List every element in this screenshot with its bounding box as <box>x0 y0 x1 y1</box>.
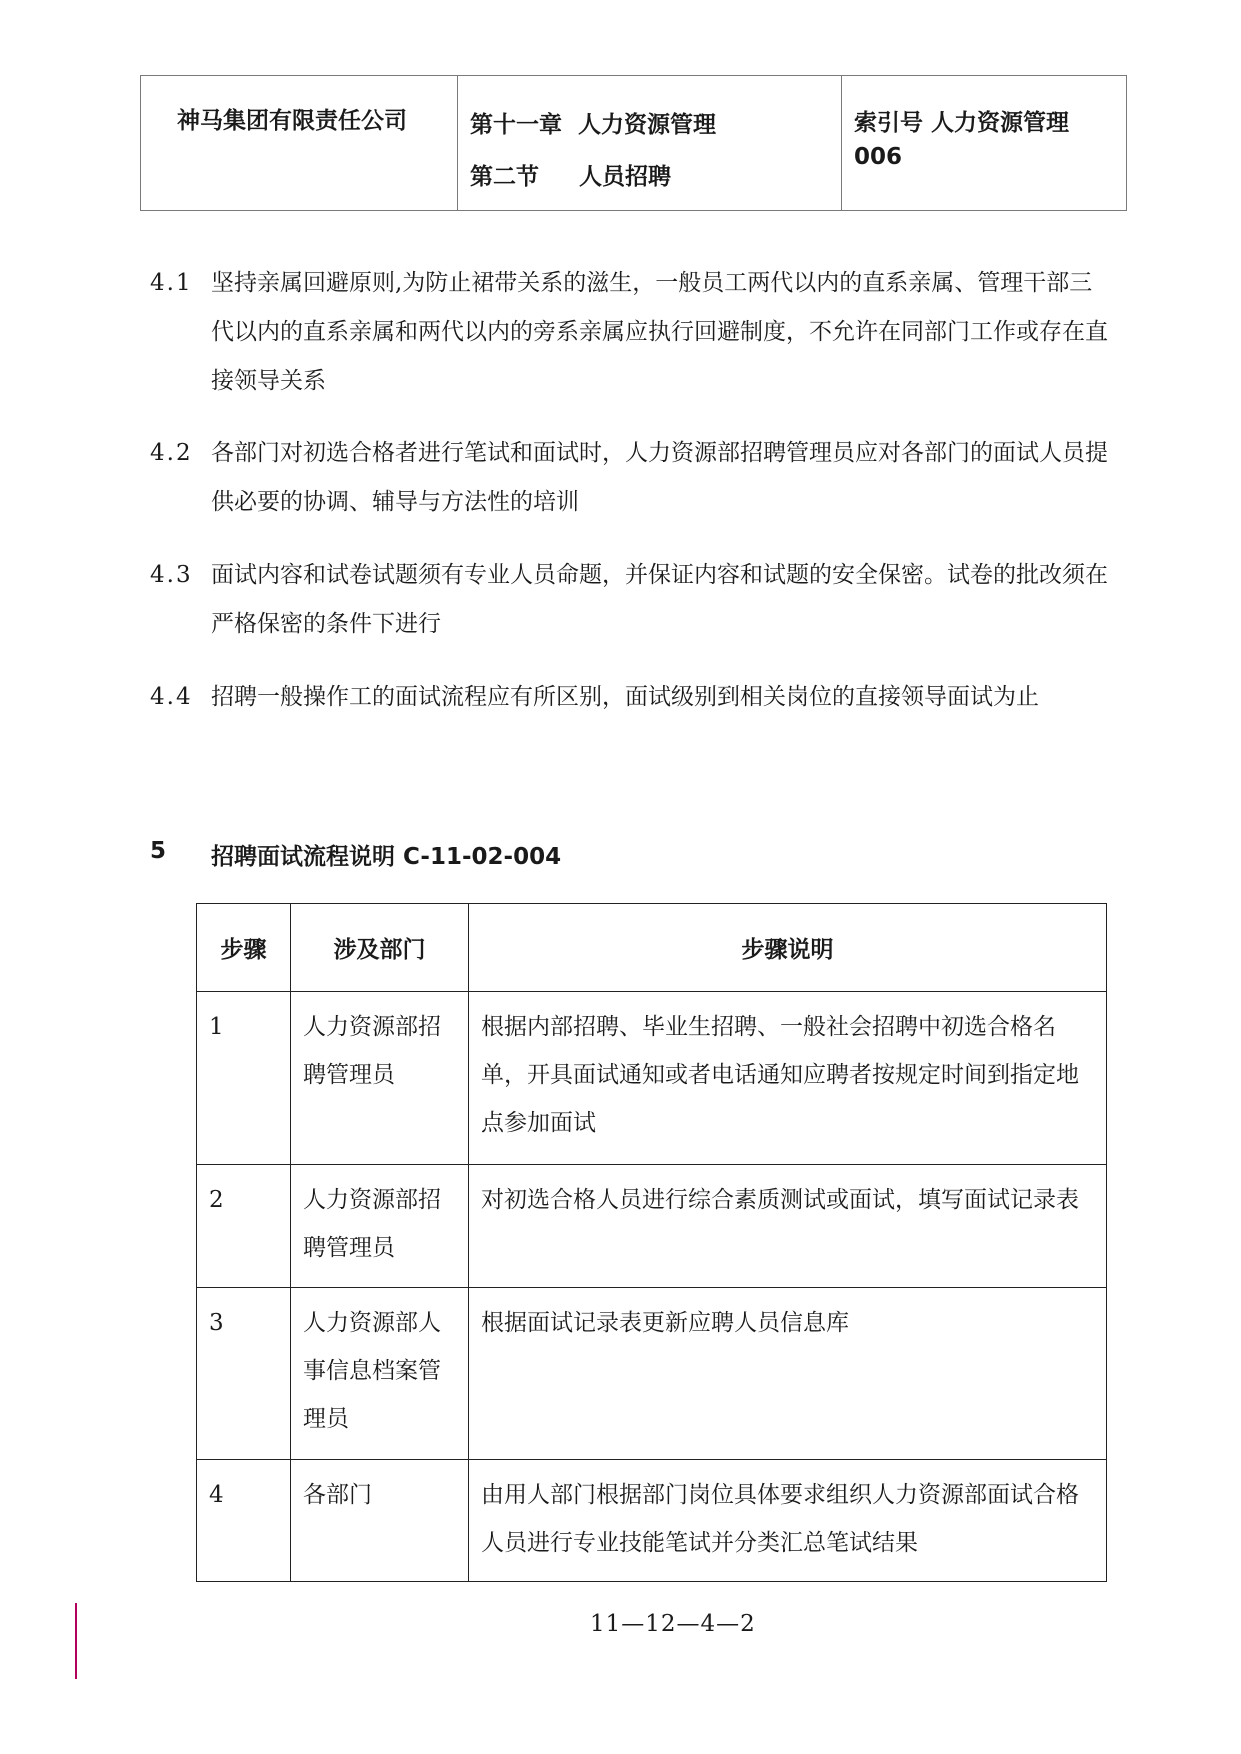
step-description: 根据内部招聘、毕业生招聘、一般社会招聘中初选合格名单，开具面试通知或者电话通知应聘者按规定时间到指定地点参加面试 <box>469 992 1107 1165</box>
section-number: 5 <box>150 838 167 864</box>
department: 各部门 <box>291 1460 469 1582</box>
interview-process-table <box>196 903 1107 1582</box>
paragraph-text: 面试内容和试卷试题须有专业人员命题，并保证内容和试题的安全保密。试卷的批改须在严格保密的条件下进行 <box>211 562 1108 637</box>
margin-marker-line <box>75 1603 77 1679</box>
paragraph-number: 4.1 <box>150 270 193 296</box>
paragraph-text: 坚持亲属回避原则,为防止裙带关系的滋生，一般员工两代以内的直系亲属、管理干部三代以内的直系亲属和两代以内的旁系亲属应执行回避制度，不允许在同部门工作或存在直接领导关系 <box>211 270 1108 394</box>
column-header-desc: 步骤说明 <box>469 904 1107 992</box>
table-row <box>197 1288 1107 1460</box>
step-number: 1 <box>197 992 291 1165</box>
index-cell <box>842 76 1127 211</box>
step-description: 根据面试记录表更新应聘人员信息库 <box>469 1288 1107 1460</box>
step-description: 由用人部门根据部门岗位具体要求组织人力资源部面试合格人员进行专业技能笔试并分类汇总笔试结果 <box>469 1460 1107 1582</box>
paragraph-4-2 <box>150 429 1110 527</box>
company-name: 神马集团有限责任公司 <box>141 76 458 211</box>
section-5-heading <box>150 838 561 871</box>
section-heading-text: 招聘面试流程说明 C-11-02-004 <box>211 844 562 870</box>
paragraph-4-1 <box>150 259 1110 406</box>
paragraph-number: 4.4 <box>150 684 193 710</box>
department: 人力资源部人事信息档案管理员 <box>291 1288 469 1460</box>
table-row <box>197 1460 1107 1582</box>
chapter-cell <box>458 76 842 211</box>
step-description: 对初选合格人员进行综合素质测试或面试，填写面试记录表 <box>469 1165 1107 1288</box>
page-number: 11—12—4—2 <box>590 1611 756 1637</box>
department: 人力资源部招聘管理员 <box>291 1165 469 1288</box>
index-number: 006 <box>854 144 903 170</box>
column-header-dept: 涉及部门 <box>291 904 469 992</box>
step-number: 4 <box>197 1460 291 1582</box>
department: 人力资源部招聘管理员 <box>291 992 469 1165</box>
table-row <box>197 1165 1107 1288</box>
step-number: 2 <box>197 1165 291 1288</box>
paragraph-number: 4.2 <box>150 440 193 466</box>
paragraph-text: 招聘一般操作工的面试流程应有所区别，面试级别到相关岗位的直接领导面试为止 <box>211 684 1039 710</box>
column-header-step: 步骤 <box>197 904 291 992</box>
table-row <box>197 992 1107 1165</box>
paragraph-4-4 <box>150 673 1110 722</box>
table-header-row <box>197 904 1107 992</box>
paragraph-text: 各部门对初选合格者进行笔试和面试时，人力资源部招聘管理员应对各部门的面试人员提供必要的协调、辅导与方法性的培训 <box>211 440 1108 515</box>
section-title: 第二节 人员招聘 <box>470 164 672 190</box>
paragraph-number: 4.3 <box>150 562 193 588</box>
step-number: 3 <box>197 1288 291 1460</box>
document-header <box>140 75 1127 211</box>
chapter-title: 第十一章 人力资源管理 <box>470 112 717 138</box>
paragraph-4-3 <box>150 551 1110 649</box>
index-label: 索引号 人力资源管理 <box>854 110 1070 136</box>
